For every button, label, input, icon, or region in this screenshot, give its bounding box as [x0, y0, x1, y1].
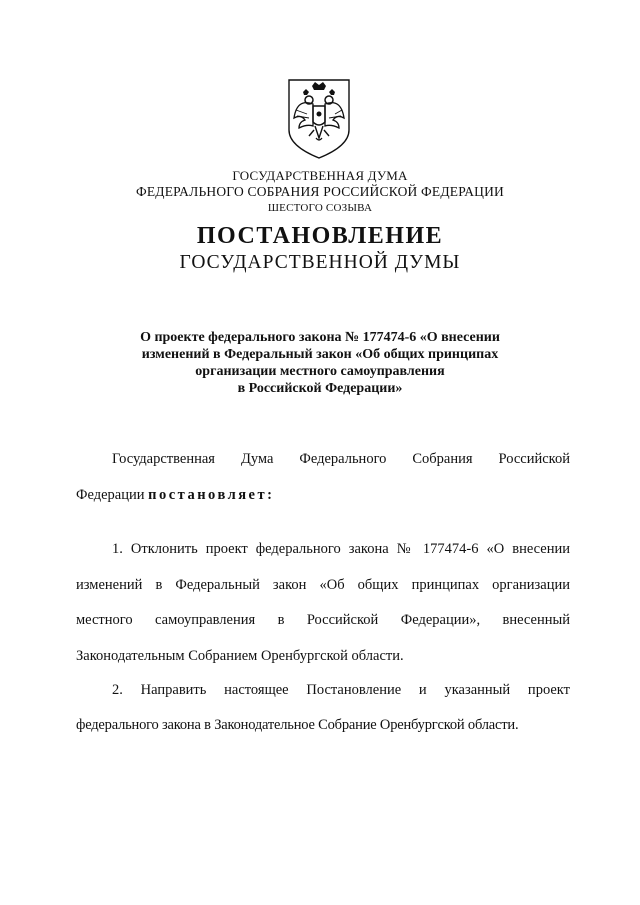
subject-line-3: организации местного самоуправления: [195, 364, 445, 379]
subject-line-4: в Российской Федерации»: [237, 381, 403, 396]
resolution-subject: [0, 329, 640, 397]
intro-resolves: постановляет:: [148, 487, 275, 503]
subject-line-2: изменений в Федеральный закон «Об общих принципах: [141, 347, 499, 362]
item1-line-2: изменений в Федеральный закон «Об общих принципах организации: [76, 577, 570, 593]
document-title: ПОСТАНОВЛЕНИЕ: [196, 223, 444, 249]
item2-line-1: 2. Направить настоящее Постановление и указанный проект: [112, 682, 570, 698]
header-line-federal-assembly: ФЕДЕРАЛЬНОГО СОБРАНИЯ РОССИЙСКОЙ ФЕДЕРАЦИИ: [136, 184, 504, 199]
header-line-convocation: ШЕСТОГО СОЗЫВА: [267, 202, 373, 214]
document-subtitle: ГОСУДАРСТВЕННОЙ ДУМЫ: [179, 252, 461, 273]
coat-of-arms-icon: [285, 76, 353, 160]
subject-line-1: О проекте федерального закона № 177474-6 «О внесении: [140, 330, 500, 345]
intro-line-2: [76, 488, 570, 503]
intro-prefix: Федерации: [76, 487, 149, 503]
item1-line-3: местного самоуправления в Российской Федерации», внесенный: [76, 612, 570, 628]
intro-line-1: Государственная Дума Федерального Собрания Российской: [112, 451, 570, 467]
item1-line-1: 1. Отклонить проект федерального закона № 177474-6 «О внесении: [112, 541, 570, 557]
header-line-duma: ГОСУДАРСТВЕННАЯ ДУМА: [232, 168, 408, 183]
item1-line-4: Законодательным Собранием Оренбургской области.: [76, 648, 404, 664]
item2-line-2: федерального закона в Законодательное Собрание Оренбургской области.: [76, 717, 519, 733]
